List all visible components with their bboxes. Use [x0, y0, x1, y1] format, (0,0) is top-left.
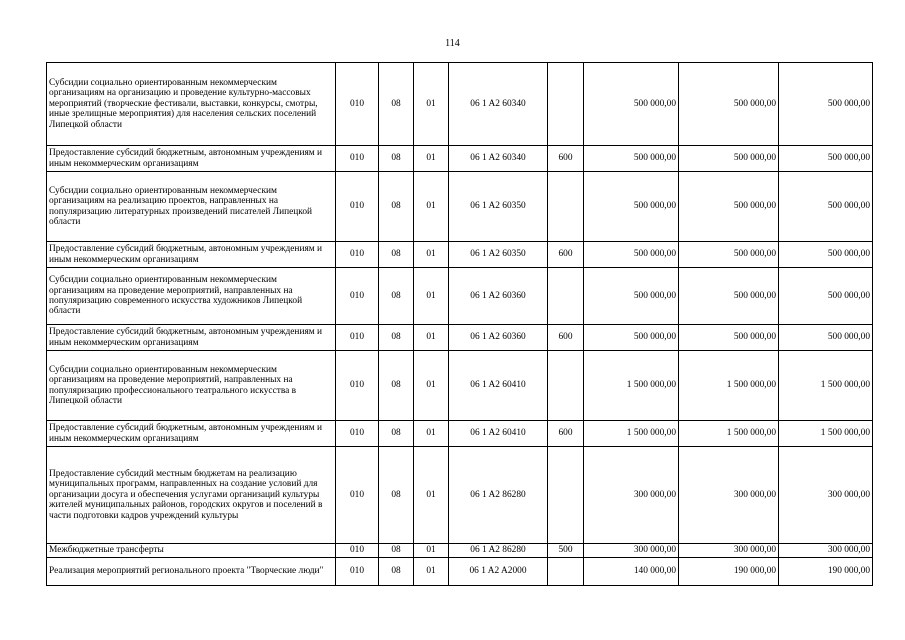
cell-expense-type — [548, 268, 584, 325]
page-number: 114 — [445, 38, 460, 49]
cell-amount-year-1: 140 000,00 — [584, 558, 679, 586]
cell-amount-year-2: 1 500 000,00 — [679, 351, 779, 421]
cell-grbs: 010 — [336, 544, 379, 558]
cell-subsection: 01 — [414, 447, 449, 544]
cell-expense-type: 600 — [548, 146, 584, 172]
table-row — [47, 242, 873, 268]
cell-amount-year-2: 500 000,00 — [679, 146, 779, 172]
cell-target-article: 06 1 A2 60350 — [449, 242, 548, 268]
cell-amount-year-2: 190 000,00 — [679, 558, 779, 586]
cell-amount-year-1: 1 500 000,00 — [584, 351, 679, 421]
cell-target-article: 06 1 A2 A2000 — [449, 558, 548, 586]
cell-amount-year-2: 300 000,00 — [679, 447, 779, 544]
table-row — [47, 146, 873, 172]
cell-section: 08 — [379, 172, 414, 242]
cell-amount-year-1: 300 000,00 — [584, 447, 679, 544]
cell-target-article: 06 1 A2 60350 — [449, 172, 548, 242]
cell-name: Предоставление субсидий бюджетным, автономным учреждениям и иным некоммерческим организациям — [47, 242, 336, 268]
cell-amount-year-1: 1 500 000,00 — [584, 421, 679, 447]
budget-table — [46, 62, 873, 586]
table-row — [47, 325, 873, 351]
cell-amount-year-3: 500 000,00 — [779, 63, 873, 146]
table-row — [47, 544, 873, 558]
cell-amount-year-1: 500 000,00 — [584, 325, 679, 351]
cell-amount-year-3: 500 000,00 — [779, 146, 873, 172]
cell-section: 08 — [379, 325, 414, 351]
cell-grbs: 010 — [336, 558, 379, 586]
cell-expense-type — [548, 351, 584, 421]
cell-subsection: 01 — [414, 63, 449, 146]
cell-name: Предоставление субсидий бюджетным, автономным учреждениям и иным некоммерческим организациям — [47, 146, 336, 172]
cell-amount-year-2: 500 000,00 — [679, 63, 779, 146]
cell-subsection: 01 — [414, 172, 449, 242]
cell-expense-type — [548, 63, 584, 146]
table-row — [47, 172, 873, 242]
cell-amount-year-2: 500 000,00 — [679, 172, 779, 242]
cell-expense-type — [548, 172, 584, 242]
cell-expense-type — [548, 447, 584, 544]
cell-expense-type: 600 — [548, 325, 584, 351]
cell-section: 08 — [379, 242, 414, 268]
cell-expense-type — [548, 558, 584, 586]
table-row — [47, 63, 873, 146]
cell-name: Субсидии социально ориентированным некоммерческим организациям на проведение мероприятий, направленных на популяризацию современного искусства художников Липецкой области — [47, 268, 336, 325]
cell-target-article: 06 1 A2 60410 — [449, 351, 548, 421]
cell-amount-year-3: 1 500 000,00 — [779, 421, 873, 447]
cell-target-article: 06 1 A2 60410 — [449, 421, 548, 447]
table-row — [47, 558, 873, 586]
cell-subsection: 01 — [414, 351, 449, 421]
cell-amount-year-1: 300 000,00 — [584, 544, 679, 558]
cell-expense-type: 600 — [548, 421, 584, 447]
cell-section: 08 — [379, 447, 414, 544]
cell-amount-year-3: 300 000,00 — [779, 447, 873, 544]
cell-target-article: 06 1 A2 60360 — [449, 268, 548, 325]
cell-subsection: 01 — [414, 544, 449, 558]
cell-grbs: 010 — [336, 63, 379, 146]
table-row — [47, 351, 873, 421]
cell-section: 08 — [379, 421, 414, 447]
cell-target-article: 06 1 A2 86280 — [449, 447, 548, 544]
cell-grbs: 010 — [336, 242, 379, 268]
cell-name: Субсидии социально ориентированным некоммерческим организациям на организацию и проведение культурно-массовых мероприятий (творческие фестивали, выставки, конкурсы, смотры, иные зрелищные мероприятия) для населения сельских поселений Липецкой области — [47, 63, 336, 146]
cell-amount-year-3: 500 000,00 — [779, 172, 873, 242]
cell-amount-year-1: 500 000,00 — [584, 63, 679, 146]
cell-name: Предоставление субсидий бюджетным, автономным учреждениям и иным некоммерческим организациям — [47, 421, 336, 447]
cell-amount-year-3: 300 000,00 — [779, 544, 873, 558]
cell-amount-year-1: 500 000,00 — [584, 146, 679, 172]
cell-name: Субсидии социально ориентированным некоммерческим организациям на проведение мероприятий, направленных на популяризацию профессионального театрального искусства в Липецкой области — [47, 351, 336, 421]
cell-grbs: 010 — [336, 268, 379, 325]
cell-subsection: 01 — [414, 146, 449, 172]
cell-expense-type: 500 — [548, 544, 584, 558]
cell-subsection: 01 — [414, 558, 449, 586]
cell-name: Предоставление субсидий бюджетным, автономным учреждениям и иным некоммерческим организациям — [47, 325, 336, 351]
cell-expense-type: 600 — [548, 242, 584, 268]
cell-amount-year-3: 190 000,00 — [779, 558, 873, 586]
cell-section: 08 — [379, 351, 414, 421]
cell-amount-year-2: 1 500 000,00 — [679, 421, 779, 447]
cell-target-article: 06 1 A2 60360 — [449, 325, 548, 351]
cell-target-article: 06 1 A2 86280 — [449, 544, 548, 558]
cell-grbs: 010 — [336, 447, 379, 544]
table-body — [47, 63, 873, 586]
table-row — [47, 268, 873, 325]
cell-amount-year-3: 500 000,00 — [779, 325, 873, 351]
cell-grbs: 010 — [336, 421, 379, 447]
table-row — [47, 447, 873, 544]
cell-amount-year-3: 500 000,00 — [779, 268, 873, 325]
cell-amount-year-3: 1 500 000,00 — [779, 351, 873, 421]
cell-section: 08 — [379, 63, 414, 146]
cell-subsection: 01 — [414, 325, 449, 351]
cell-target-article: 06 1 A2 60340 — [449, 63, 548, 146]
cell-name: Межбюджетные трансферты — [47, 544, 336, 558]
cell-grbs: 010 — [336, 172, 379, 242]
cell-grbs: 010 — [336, 325, 379, 351]
cell-section: 08 — [379, 146, 414, 172]
cell-section: 08 — [379, 558, 414, 586]
cell-subsection: 01 — [414, 268, 449, 325]
cell-amount-year-1: 500 000,00 — [584, 172, 679, 242]
cell-amount-year-2: 500 000,00 — [679, 242, 779, 268]
cell-section: 08 — [379, 268, 414, 325]
cell-grbs: 010 — [336, 351, 379, 421]
cell-grbs: 010 — [336, 146, 379, 172]
cell-amount-year-2: 500 000,00 — [679, 325, 779, 351]
cell-amount-year-2: 300 000,00 — [679, 544, 779, 558]
cell-subsection: 01 — [414, 421, 449, 447]
cell-amount-year-1: 500 000,00 — [584, 268, 679, 325]
cell-subsection: 01 — [414, 242, 449, 268]
cell-amount-year-1: 500 000,00 — [584, 242, 679, 268]
cell-amount-year-3: 500 000,00 — [779, 242, 873, 268]
cell-amount-year-2: 500 000,00 — [679, 268, 779, 325]
cell-name: Субсидии социально ориентированным некоммерческим организациям на реализацию проектов, направленных на популяризацию литературных произведений писателей Липецкой области — [47, 172, 336, 242]
table-row — [47, 421, 873, 447]
cell-section: 08 — [379, 544, 414, 558]
cell-name: Предоставление субсидий местным бюджетам на реализацию муниципальных программ, направленных на создание условий для организации досуга и обеспечения услугами организаций культуры жителей муниципальных районов, городских округов и поселений в части подготовки кадров учреждений культуры — [47, 447, 336, 544]
cell-target-article: 06 1 A2 60340 — [449, 146, 548, 172]
cell-name: Реализация мероприятий регионального проекта "Творческие люди" — [47, 558, 336, 586]
